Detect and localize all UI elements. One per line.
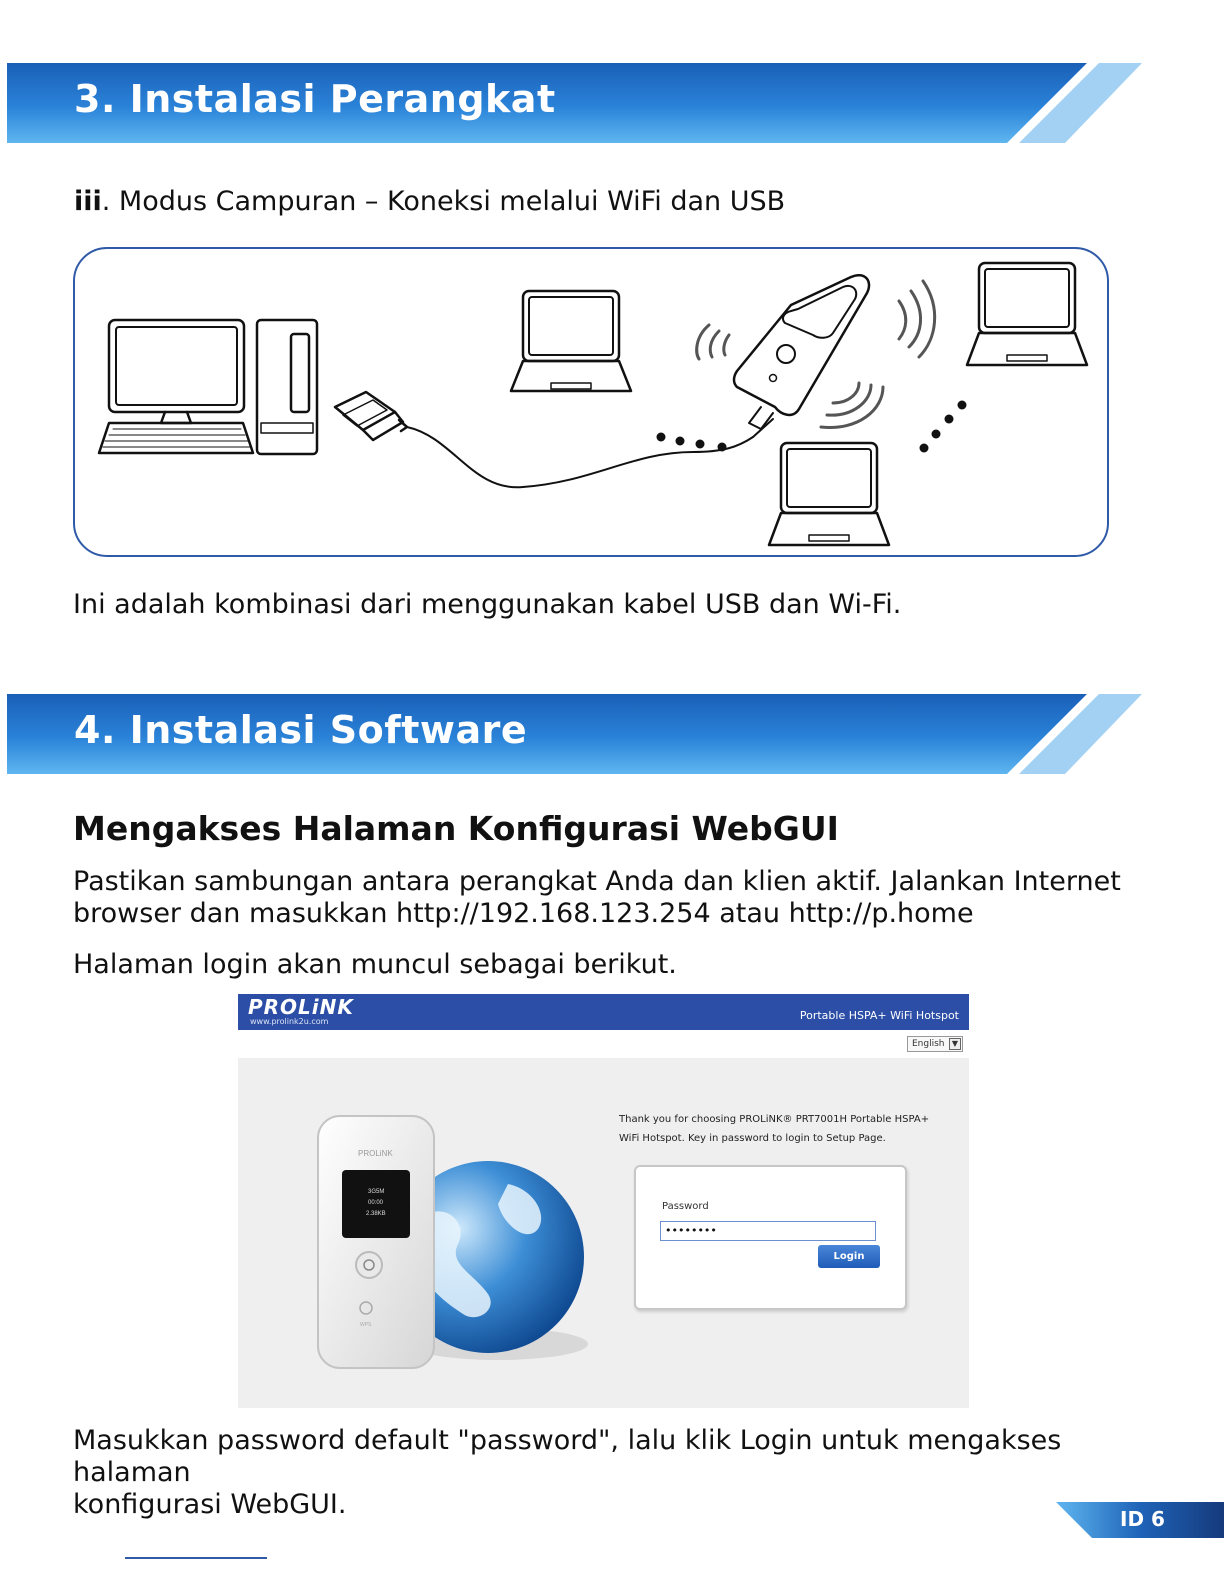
section-title: 3. Instalasi Perangkat (74, 77, 556, 121)
wifi-signal-icon (697, 281, 935, 427)
desktop-computer-icon (99, 320, 317, 454)
svg-text:WPS: WPS (360, 1322, 372, 1328)
login-button[interactable]: Login (818, 1245, 880, 1268)
page-number: ID 6 (1120, 1507, 1165, 1531)
login-instruction (73, 1425, 1153, 1521)
webgui-intro-line: browser dan masukkan http://192.168.123.254 atau http://p.home (73, 898, 974, 929)
screenshot-toolbar (238, 1030, 969, 1058)
svg-text:3G5M: 3G5M (368, 1189, 385, 1195)
section-banner-4 (7, 694, 1147, 774)
footer-divider (125, 1557, 267, 1559)
chevron-down-icon: ▼ (949, 1038, 961, 1050)
webgui-heading: Mengakses Halaman Konfigurasi WebGUI (73, 809, 839, 848)
login-panel (634, 1165, 907, 1310)
mode-heading (74, 186, 785, 217)
password-input[interactable]: •••••••• (660, 1221, 876, 1241)
laptop-icon (769, 443, 889, 545)
svg-text:2.38KB: 2.38KB (366, 1211, 386, 1217)
diagram-illustration (73, 247, 1109, 557)
mode-numeral: iii (74, 186, 102, 217)
mode-description: Ini adalah kombinasi dari menggunakan kabel USB dan Wi-Fi. (73, 589, 902, 620)
site-url: www.prolink2u.com (250, 1017, 329, 1026)
screenshot-header (238, 994, 969, 1030)
instruction-line: konfigurasi WebGUI. (73, 1489, 347, 1520)
webgui-intro-line: Pastikan sambungan antara perangkat Anda dan klien aktif. Jalankan Internet (73, 866, 1121, 897)
instruction-line: Masukkan password default "password", lalu klik Login untuk mengakses halaman (73, 1425, 1062, 1488)
language-select[interactable] (907, 1036, 963, 1052)
webgui-intro (73, 866, 1153, 930)
prolink-logo: PROLiNK (248, 995, 354, 1019)
mode-label: . Modus Campuran – Koneksi melalui WiFi dan USB (101, 186, 786, 217)
welcome-line: WiFi Hotspot. Key in password to login to Setup Page. (619, 1133, 886, 1144)
section-title: 4. Instalasi Software (74, 708, 528, 752)
login-page-screenshot (238, 994, 969, 1408)
product-tagline: Portable HSPA+ WiFi Hotspot (799, 1009, 959, 1022)
welcome-message (619, 1110, 949, 1148)
connection-diagram (73, 247, 1109, 557)
laptop-icon (967, 263, 1087, 365)
wifi-hotspot-device-icon (734, 275, 869, 429)
section-banner-3 (7, 63, 1147, 143)
usb-cable (407, 427, 753, 487)
laptop-icon (511, 291, 631, 391)
svg-text:00:00: 00:00 (368, 1200, 384, 1206)
password-label: Password (662, 1201, 709, 1212)
welcome-line: Thank you for choosing PROLiNK® PRT7001H Portable HSPA+ (619, 1114, 930, 1125)
usb-plug-icon (335, 392, 407, 440)
language-value: English (912, 1039, 945, 1049)
login-appears-text: Halaman login akan muncul sebagai berikut. (73, 949, 677, 980)
device-brand: PROLiNK (358, 1149, 393, 1158)
dotted-link (657, 401, 967, 453)
device-globe-illustration (298, 1104, 638, 1404)
